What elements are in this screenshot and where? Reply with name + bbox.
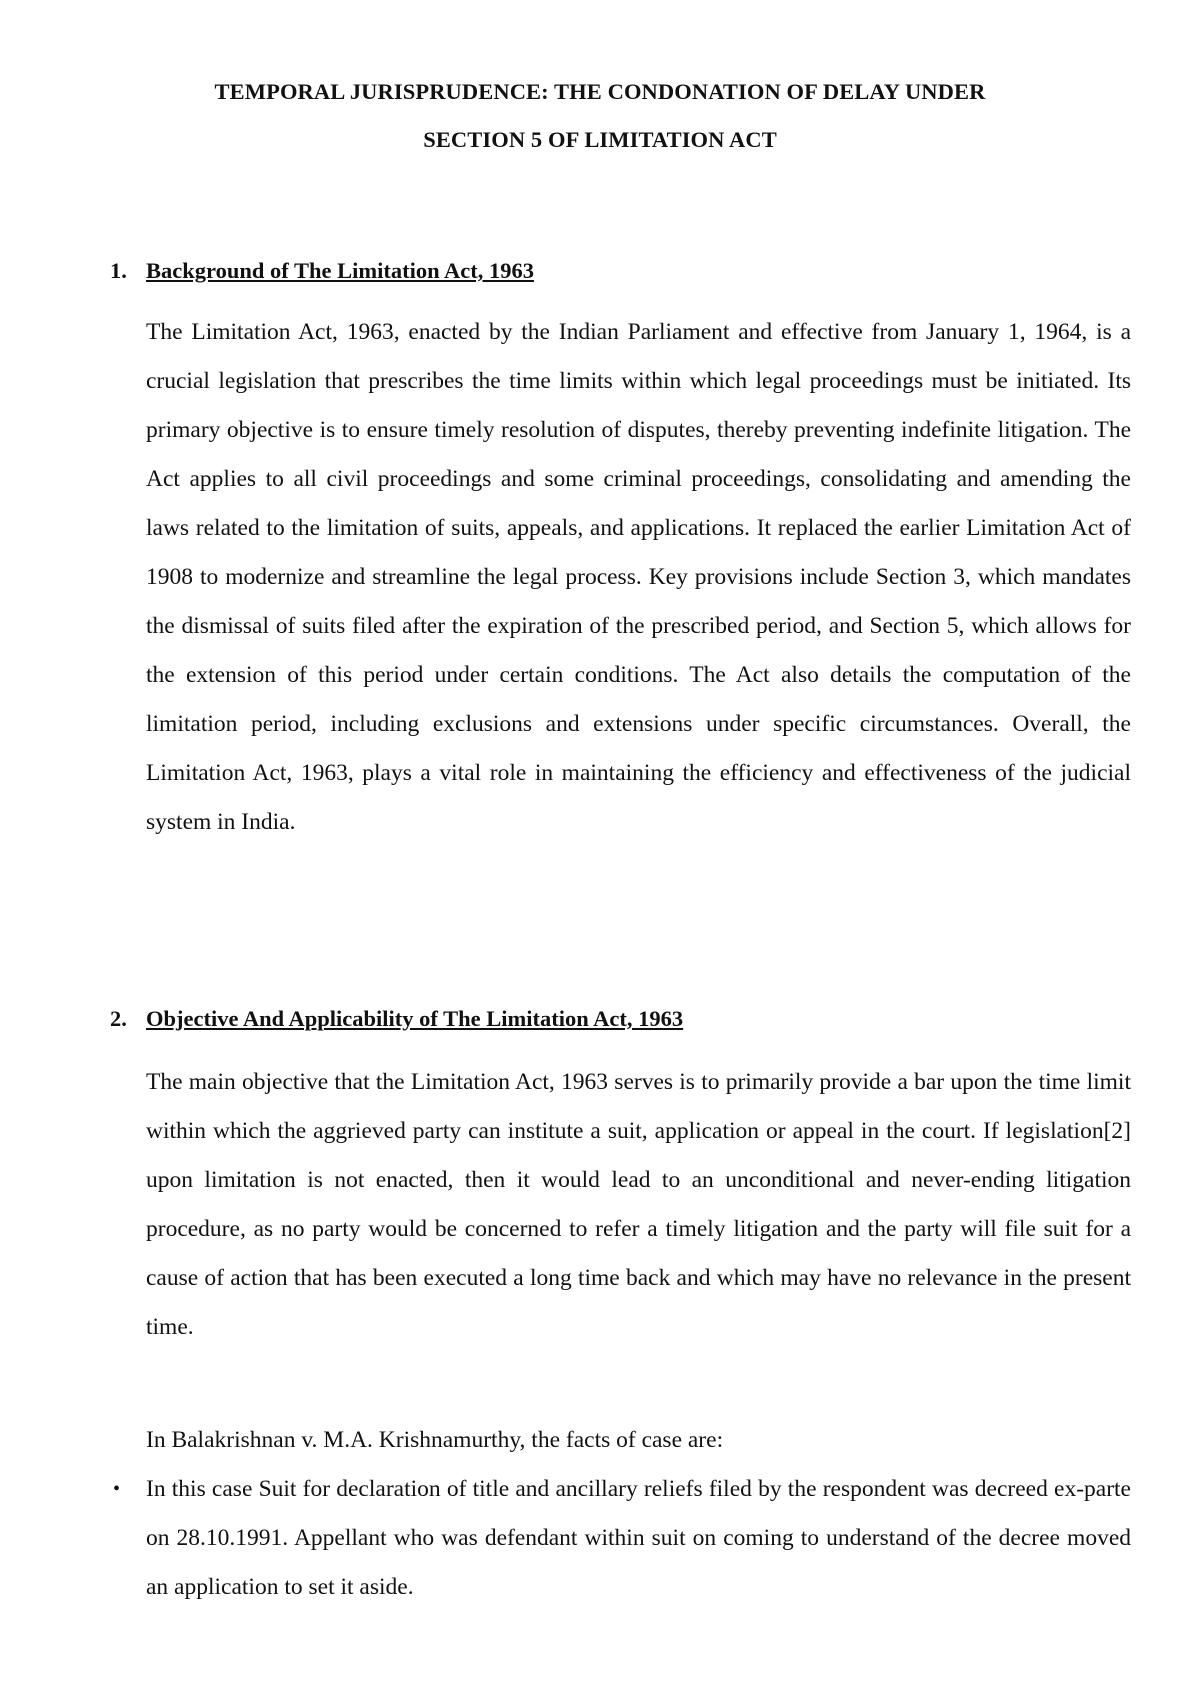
section-2-number: 2. <box>110 1006 127 1031</box>
document-title-line-1: TEMPORAL JURISPRUDENCE: THE CONDONATION OF DELAY UNDER <box>214 79 986 104</box>
section-1-heading-text: Background of The Limitation Act, 1963 <box>146 258 534 283</box>
case-facts-list <box>113 1465 1131 1612</box>
section-2-paragraph: The main objective that the Limitation Act, 1963 serves is to primarily provide a bar upon the time limit within which the aggrieved party can institute a suit, application or appeal in the court. If legislation[2] upon limitation is not enacted, then it would lead to an unconditional and never-ending litigation procedure, as no party would be concerned to refer a timely litigation and the party will file suit for a cause of action that has been executed a long time back and which may have no relevance in the present time. <box>146 1069 1131 1340</box>
section-2-heading-text: Objective And Applicability of The Limitation Act, 1963 <box>146 1006 684 1031</box>
list-item <box>113 1465 1131 1612</box>
section-1-heading <box>110 255 534 287</box>
section-1-number: 1. <box>110 258 127 283</box>
section-2-heading <box>110 1003 683 1035</box>
section-1-paragraph: The Limitation Act, 1963, enacted by the Indian Parliament and effective from January 1, 1964, is a crucial legislation that prescribes the time limits within which legal proceedings must be initiated. Its primary objective is to ensure timely resolution of disputes, thereby preventing indefinite litigation. The Act applies to all civil proceedings and some criminal proceedings, consolidating and amending the laws related to the limitation of suits, appeals, and applications. It replaced the earlier Limitation Act of 1908 to modernize and streamline the legal process. Key provisions include Section 3, which mandates the dismissal of suits filed after the expiration of the prescribed period, and Section 5, which allows for the extension of this period under certain conditions. The Act also details the computation of the limitation period, including exclusions and extensions under specific circumstances. Overall, the Limitation Act, 1963, plays a vital role in maintaining the efficiency and effectiveness of the judicial system in India. <box>146 319 1131 835</box>
bullet-icon: • <box>113 1478 121 1500</box>
case-intro: In Balakrishnan v. M.A. Krishnamurthy, the facts of case are: <box>146 1427 724 1453</box>
list-item-text: In this case Suit for declaration of title and ancillary reliefs filed by the respondent was decreed ex-parte on 28.10.1991. Appellant who was defendant within suit on coming to understand of the decree moved an application to set it aside. <box>146 1476 1131 1600</box>
document-title-line-2: SECTION 5 OF LIMITATION ACT <box>423 127 777 152</box>
